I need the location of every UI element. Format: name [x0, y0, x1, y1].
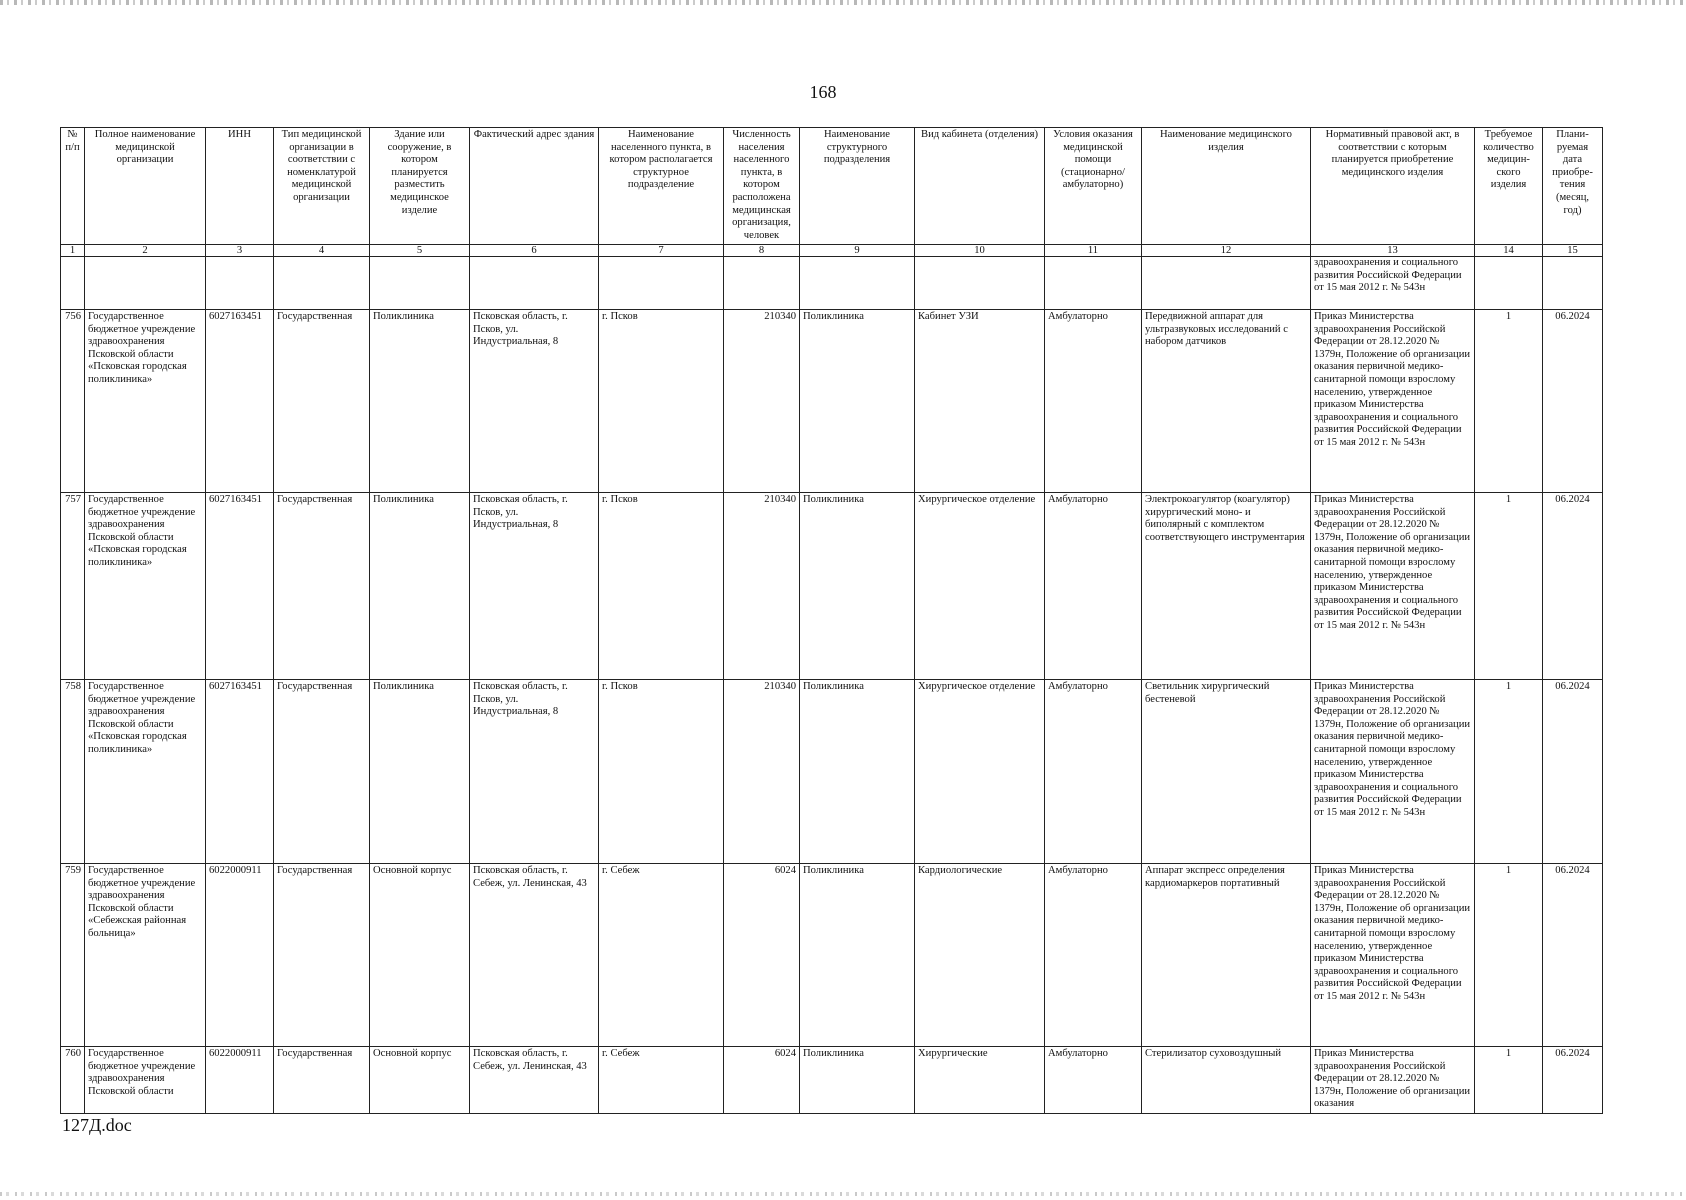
org-name: Государственное бюджетное учреждение здравоохранения Псковской области «Псковская городская поликлиника» — [85, 493, 206, 680]
care-conditions: Амбулаторно — [1045, 680, 1142, 864]
org-name: Государственное бюджетное учреждение здравоохранения Псковской области «Псковская городская поликлиника» — [85, 310, 206, 493]
quantity: 1 — [1475, 1047, 1543, 1114]
scan-edge-bottom — [0, 1192, 1686, 1196]
column-number: 6 — [470, 245, 599, 257]
column-number: 3 — [206, 245, 274, 257]
care-conditions: Амбулаторно — [1045, 864, 1142, 1047]
legal-act: Приказ Министерства здравоохранения Российской Федерации от 28.12.2020 № 1379н, Положение об организации оказания — [1311, 1047, 1475, 1114]
header-cell: Наименование медицинского изделия — [1142, 128, 1311, 245]
device-name: Аппарат экспресс определения кардиомаркеров портативный — [1142, 864, 1311, 1047]
org-type: Государственная — [274, 864, 370, 1047]
device-name: Светильник хирургический бестеневой — [1142, 680, 1311, 864]
address: Псковская область, г. Псков, ул. Индустриальная, 8 — [470, 680, 599, 864]
row-number: 760 — [61, 1047, 85, 1114]
device-name: Стерилизатор суховоздушный — [1142, 1047, 1311, 1114]
column-number: 8 — [724, 245, 800, 257]
table-row — [61, 310, 1603, 493]
cabinet-type: Кабинет УЗИ — [915, 310, 1045, 493]
row-number: 756 — [61, 310, 85, 493]
settlement: г. Псков — [599, 680, 724, 864]
planned-date: 06.2024 — [1543, 680, 1603, 864]
header-cell: Здание или сооружение, в котором планируется разместить медицинское изделие — [370, 128, 470, 245]
inn: 6022000911 — [206, 1047, 274, 1114]
structural-unit: Поликлиника — [800, 1047, 915, 1114]
inn: 6022000911 — [206, 864, 274, 1047]
cabinet-type: Хирургическое отделение — [915, 680, 1045, 864]
building: Основной корпус — [370, 864, 470, 1047]
table-row — [61, 1047, 1603, 1114]
population: 6024 — [724, 1047, 800, 1114]
header-cell: Наименование населенного пункта, в котором располагается структурное подразделение — [599, 128, 724, 245]
quantity: 1 — [1475, 493, 1543, 680]
cabinet-type: Кардиологические — [915, 864, 1045, 1047]
header-cell: Нормативный правовой акт, в соответствии с которым планируется приобретение медицинского изделия — [1311, 128, 1475, 245]
row-number: 758 — [61, 680, 85, 864]
building: Поликлиника — [370, 680, 470, 864]
column-number: 1 — [61, 245, 85, 257]
column-number: 4 — [274, 245, 370, 257]
org-type: Государственная — [274, 310, 370, 493]
structural-unit: Поликлиника — [800, 864, 915, 1047]
population: 6024 — [724, 864, 800, 1047]
continuation-act-cell — [1311, 257, 1475, 310]
org-type: Государственная — [274, 493, 370, 680]
table-row — [61, 493, 1603, 680]
device-name: Передвижной аппарат для ультразвуковых исследований с набором датчиков — [1142, 310, 1311, 493]
column-number: 12 — [1142, 245, 1311, 257]
settlement: г. Себеж — [599, 864, 724, 1047]
building: Поликлиника — [370, 310, 470, 493]
org-type: Государственная — [274, 1047, 370, 1114]
table-row — [61, 864, 1603, 1047]
org-name: Государственное бюджетное учреждение здравоохранения Псковской области — [85, 1047, 206, 1114]
planned-date: 06.2024 — [1543, 1047, 1603, 1114]
legal-act: Приказ Министерства здравоохранения Российской Федерации от 28.12.2020 № 1379н, Положение об организации оказания первичной медико-санитарной помощи взрослому населению, утвержденное приказом Министерства здравоохранения и социального развития Российской Федерации от 15 мая 2012 г. № 543н — [1311, 680, 1475, 864]
settlement: г. Псков — [599, 493, 724, 680]
inn: 6027163451 — [206, 310, 274, 493]
header-cell: № п/п — [61, 128, 85, 245]
column-number: 15 — [1543, 245, 1603, 257]
address: Псковская область, г. Псков, ул. Индустриальная, 8 — [470, 310, 599, 493]
registry-table — [60, 127, 1603, 1114]
column-number: 7 — [599, 245, 724, 257]
scan-edge-top — [0, 0, 1686, 5]
population: 210340 — [724, 493, 800, 680]
column-number: 5 — [370, 245, 470, 257]
legal-act: Приказ Министерства здравоохранения Российской Федерации от 28.12.2020 № 1379н, Положение об организации оказания первичной медико-санитарной помощи взрослому населению, утвержденное приказом Министерства здравоохранения и социального развития Российской Федерации от 15 мая 2012 г. № 543н — [1311, 310, 1475, 493]
population: 210340 — [724, 680, 800, 864]
header-cell: Наименование структурного подразделения — [800, 128, 915, 245]
org-name: Государственное бюджетное учреждение здравоохранения Псковской области «Себежская районная больница» — [85, 864, 206, 1047]
planned-date: 06.2024 — [1543, 310, 1603, 493]
structural-unit: Поликлиника — [800, 493, 915, 680]
continuation-row — [61, 257, 1603, 310]
population: 210340 — [724, 310, 800, 493]
header-cell: ИНН — [206, 128, 274, 245]
address: Псковская область, г. Себеж, ул. Ленинская, 43 — [470, 1047, 599, 1114]
legal-act: Приказ Министерства здравоохранения Российской Федерации от 28.12.2020 № 1379н, Положение об организации оказания первичной медико-санитарной помощи взрослому населению, утвержденное приказом Министерства здравоохранения и социального развития Российской Федерации от 15 мая 2012 г. № 543н — [1311, 864, 1475, 1047]
inn: 6027163451 — [206, 680, 274, 864]
page-number: 168 — [809, 82, 837, 102]
quantity: 1 — [1475, 680, 1543, 864]
quantity: 1 — [1475, 864, 1543, 1047]
header-cell: Условия оказания медицинской помощи (стационарно/ амбулаторно) — [1045, 128, 1142, 245]
planned-date: 06.2024 — [1543, 864, 1603, 1047]
org-type: Государственная — [274, 680, 370, 864]
planned-date: 06.2024 — [1543, 493, 1603, 680]
table-row — [61, 680, 1603, 864]
header-cell: Фактический адрес здания — [470, 128, 599, 245]
settlement: г. Псков — [599, 310, 724, 493]
column-number: 11 — [1045, 245, 1142, 257]
care-conditions: Амбулаторно — [1045, 493, 1142, 680]
quantity: 1 — [1475, 310, 1543, 493]
row-number: 759 — [61, 864, 85, 1047]
header-cell: Требуемое количество медицин-ского изделия — [1475, 128, 1543, 245]
row-number: 757 — [61, 493, 85, 680]
header-cell: Вид кабинета (отделения) — [915, 128, 1045, 245]
column-number: 13 — [1311, 245, 1475, 257]
device-name: Электрокоагулятор (коагулятор) хирургический моно- и биполярный с комплектом соответствующего инструментария — [1142, 493, 1311, 680]
cabinet-type: Хирургическое отделение — [915, 493, 1045, 680]
column-number: 14 — [1475, 245, 1543, 257]
footer-file-name: 127Д.doc — [62, 1115, 132, 1135]
column-number-row — [61, 245, 1603, 257]
header-cell: Полное наименование медицинской организации — [85, 128, 206, 245]
continuation-act-text: здравоохранения и социального развития Российской Федерации от 15 мая 2012 г. № 543н — [1314, 257, 1462, 294]
column-number: 2 — [85, 245, 206, 257]
address: Псковская область, г. Псков, ул. Индустриальная, 8 — [470, 493, 599, 680]
legal-act: Приказ Министерства здравоохранения Российской Федерации от 28.12.2020 № 1379н, Положение об организации оказания первичной медико-санитарной помощи взрослому населению, утвержденное приказом Министерства здравоохранения и социального развития Российской Федерации от 15 мая 2012 г. № 543н — [1311, 493, 1475, 680]
inn: 6027163451 — [206, 493, 274, 680]
settlement: г. Себеж — [599, 1047, 724, 1114]
care-conditions: Амбулаторно — [1045, 310, 1142, 493]
structural-unit: Поликлиника — [800, 680, 915, 864]
table-header — [61, 128, 1603, 245]
header-cell: Численность населения населенного пункта, в котором расположена медицинская организация, человек — [724, 128, 800, 245]
care-conditions: Амбулаторно — [1045, 1047, 1142, 1114]
cabinet-type: Хирургические — [915, 1047, 1045, 1114]
header-cell: Плани-руемая дата приобре-тения (месяц, год) — [1543, 128, 1603, 245]
column-number: 10 — [915, 245, 1045, 257]
building: Основной корпус — [370, 1047, 470, 1114]
building: Поликлиника — [370, 493, 470, 680]
header-cell: Тип медицинской организации в соответствии с номенклатурой медицинской организации — [274, 128, 370, 245]
address: Псковская область, г. Себеж, ул. Ленинская, 43 — [470, 864, 599, 1047]
structural-unit: Поликлиника — [800, 310, 915, 493]
org-name: Государственное бюджетное учреждение здравоохранения Псковской области «Псковская городская поликлиника» — [85, 680, 206, 864]
column-number: 9 — [800, 245, 915, 257]
